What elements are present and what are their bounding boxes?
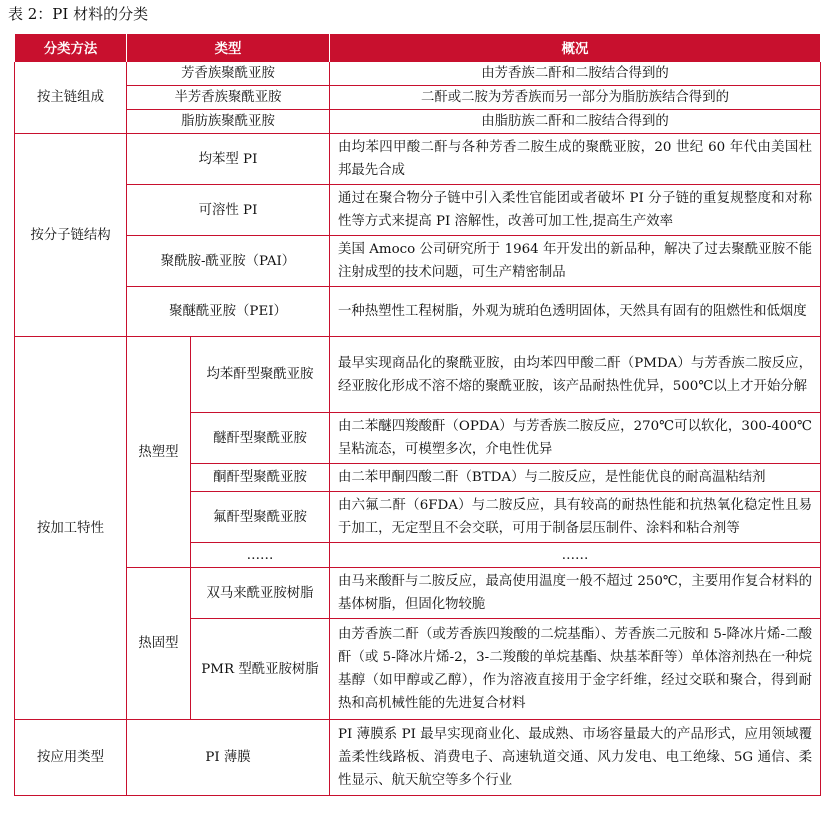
type-cell: 酮酐型聚酰亚胺 [191,464,330,492]
method-cell: 按分子链结构 [15,134,127,337]
table-row [15,110,821,134]
subgroup-cell: 热塑型 [127,337,191,568]
type-cell: 可溶性 PI [127,185,330,236]
method-cell: 按加工特性 [15,337,127,720]
table-row [15,720,821,796]
table-row [15,287,821,337]
desc-cell: 由均苯四甲酸二酐与各种芳香二胺生成的聚酰亚胺，20 世纪 60 年代由美国杜邦最先合成 [330,134,821,185]
desc-cell: 由脂肪族二酐和二胺结合得到的 [330,110,821,134]
type-cell: …… [191,543,330,568]
desc-cell: 美国 Amoco 公司研究所于 1964 年开发出的新品种，解决了过去聚酰亚胺不能注射成型的技术问题，可生产精密制品 [330,236,821,287]
desc-cell: 由二苯甲酮四酸二酐（BTDA）与二胺反应，是性能优良的耐高温粘结剂 [330,464,821,492]
header-type: 类型 [127,34,330,62]
header-method: 分类方法 [15,34,127,62]
desc-cell: 由芳香族二酐和二胺结合得到的 [330,62,821,86]
table-row [15,134,821,185]
method-cell: 按主链组成 [15,62,127,134]
type-cell: 聚醚酰亚胺（PEI） [127,287,330,337]
subgroup-cell: 热固型 [127,568,191,720]
type-cell: PMR 型酰亚胺树脂 [191,619,330,720]
header-overview: 概况 [330,34,821,62]
table-row [15,86,821,110]
type-cell: 脂肪族聚酰亚胺 [127,110,330,134]
table-row [15,236,821,287]
header-row [15,34,821,62]
type-cell: 芳香族聚酰亚胺 [127,62,330,86]
type-cell: 均苯酐型聚酰亚胺 [191,337,330,413]
desc-cell: 由马来酸酐与二胺反应，最高使用温度一般不超过 250℃，主要用作复合材料的基体树脂，但固化物较脆 [330,568,821,619]
desc-cell: PI 薄膜系 PI 最早实现商业化、最成熟、市场容量最大的产品形式，应用领域覆盖柔性线路板、消费电子、高速轨道交通、风力发电、电工绝缘、5G 通信、柔性显示、航天航空等多个行业 [330,720,821,796]
table-row [15,185,821,236]
desc-cell: 二酐或二胺为芳香族而另一部分为脂肪族结合得到的 [330,86,821,110]
type-cell: 氟酐型聚酰亚胺 [191,492,330,543]
method-cell: 按应用类型 [15,720,127,796]
desc-cell: 最早实现商品化的聚酰亚胺，由均苯四甲酸二酐（PMDA）与芳香族二胺反应，经亚胺化形成不溶不熔的聚酰亚胺，该产品耐热性优异，500℃以上才开始分解 [330,337,821,413]
pi-classification-table [14,34,821,796]
desc-cell: 一种热塑性工程树脂，外观为琥珀色透明固体，天然具有固有的阻燃性和低烟度 [330,287,821,337]
desc-cell: 由六氟二酐（6FDA）与二胺反应，具有较高的耐热性能和抗热氧化稳定性且易于加工，无定型且不会交联，可用于制备层压制件、涂料和粘合剂等 [330,492,821,543]
table-caption: 表 2：PI 材料的分类 [8,5,149,23]
type-cell: 双马来酰亚胺树脂 [191,568,330,619]
desc-cell: 由二苯醚四羧酸酐（OPDA）与芳香族二胺反应，270℃可以软化，300-400℃呈粘流态，可模塑多次，介电性优异 [330,413,821,464]
type-cell: 均苯型 PI [127,134,330,185]
desc-cell: 通过在聚合物分子链中引入柔性官能团或者破坏 PI 分子链的重复规整度和对称性等方式来提高 PI 溶解性，改善可加工性,提高生产效率 [330,185,821,236]
table-row [15,568,821,619]
type-cell: 醚酐型聚酰亚胺 [191,413,330,464]
table-row [15,62,821,86]
type-cell: PI 薄膜 [127,720,330,796]
type-cell: 半芳香族聚酰亚胺 [127,86,330,110]
type-cell: 聚酰胺-酰亚胺（PAI） [127,236,330,287]
desc-cell: …… [330,543,821,568]
table-row [15,337,821,413]
desc-cell: 由芳香族二酐（或芳香族四羧酸的二烷基酯）、芳香族二元胺和 5-降冰片烯-二酸酐（或 5-降冰片烯-2，3-二羧酸的单烷基酯、炔基苯酐等）单体溶剂热在一种烷基醇（如甲醇或乙醇），作为溶液直接用于金字纤维，经过交联和聚合，得到耐热和高机械性能的先进复合材料 [330,619,821,720]
